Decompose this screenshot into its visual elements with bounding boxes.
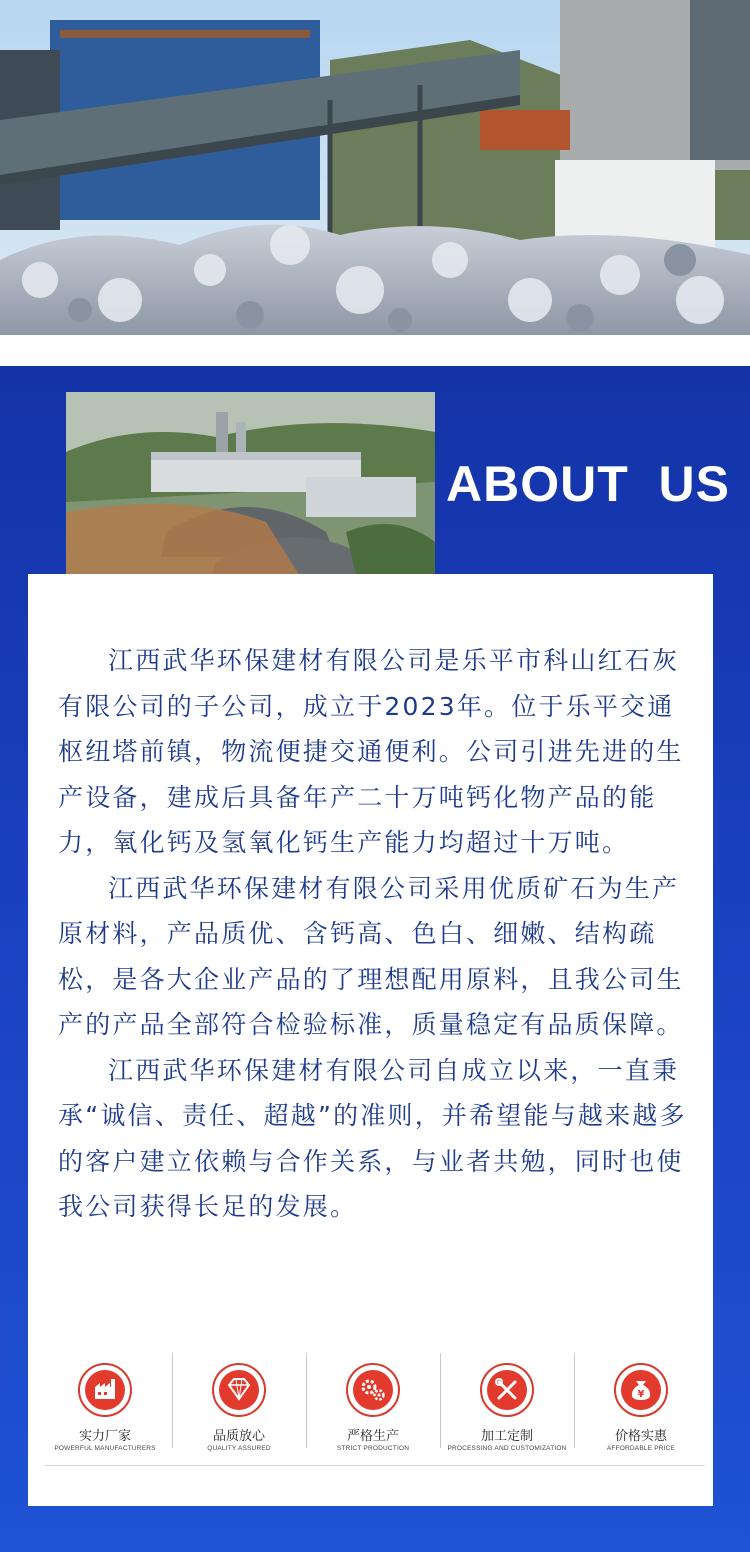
feature-processing-customization [440, 1345, 574, 1465]
feature-label: 加工定制 [480, 1429, 533, 1444]
hero-photo [0, 0, 750, 335]
feature-affordable-price [574, 1345, 708, 1465]
tools-icon [480, 1363, 534, 1417]
diamond-icon [212, 1363, 266, 1417]
svg-text:¥: ¥ [637, 1389, 645, 1400]
feature-sub: POWERFUL MANUFACTURERS [54, 1445, 156, 1452]
feature-strict-production [306, 1345, 440, 1465]
feature-label: 品质放心 [212, 1429, 265, 1444]
feature-sub: AFFORDABLE PRICE [606, 1445, 676, 1452]
feature-quality-assured [172, 1345, 306, 1465]
feature-sub: PROCESSING AND CUSTOMIZATION [447, 1445, 567, 1452]
paragraph-1: 江西武华环保建材有限公司是乐平市科山红石灰有限公司的子公司，成立于2023年。位于乐平交通枢纽塔前镇，物流便捷交通便利。公司引进先进的生产设备，建成后具备年产二十万吨钙化物产品的能力，氧化钙及氢氧化钙生产能力均超过十万吨。 [58, 646, 684, 857]
feature-label: 实力厂家 [78, 1429, 131, 1444]
feature-sub: STRICT PRODUCTION [336, 1445, 410, 1452]
feature-label: 价格实惠 [614, 1429, 667, 1444]
feature-label: 严格生产 [346, 1429, 399, 1444]
features-row [38, 1345, 708, 1465]
about-us-heading [446, 455, 736, 515]
money-bag-icon [614, 1363, 668, 1417]
factory-icon [78, 1363, 132, 1417]
features-baseline [45, 1465, 705, 1466]
paragraph-2: 江西武华环保建材有限公司采用优质矿石为生产原材料，产品质优、含钙高、色白、细嫩、结构疏松，是各大企业产品的了理想配用原料，且我公司生产的产品全部符合检验标准，质量稳定有品质保障。 [58, 873, 684, 1039]
gears-icon [346, 1363, 400, 1417]
paragraph-3: 江西武华环保建材有限公司自成立以来，一直秉承“诚信、责任、超越”的准则，并希望能与越来越多的客户建立依赖与合作关系，与业者共勉，同时也使我公司获得长足的发展。 [58, 1055, 687, 1221]
company-description [58, 638, 698, 1230]
feature-sub: QUALITY ASSURED [207, 1445, 271, 1452]
feature-powerful-manufacturer [38, 1345, 172, 1465]
about-us-text: ABOUT US [446, 456, 730, 512]
